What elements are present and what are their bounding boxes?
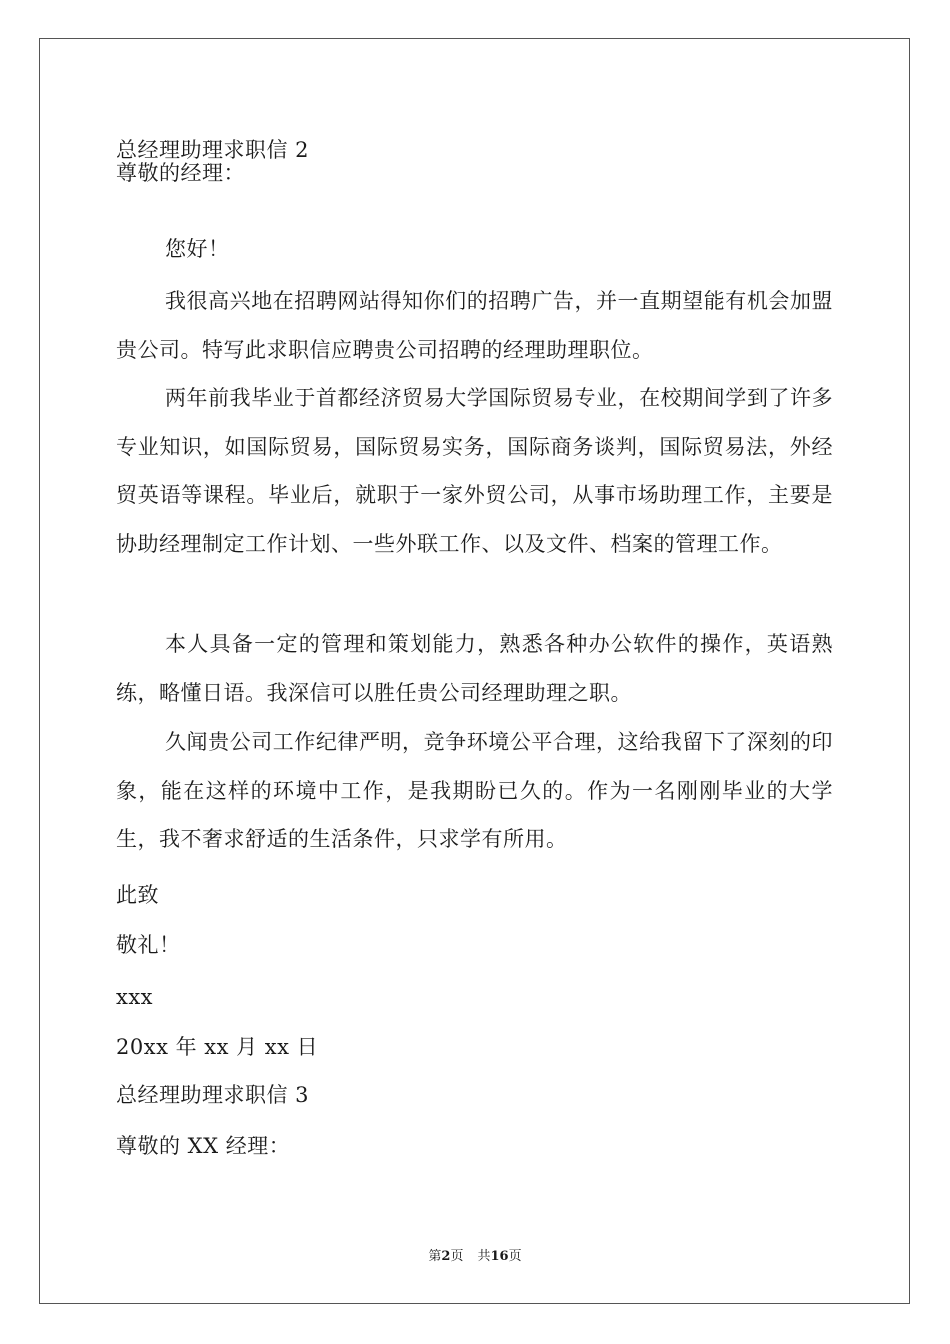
closing-line-2: 敬礼！ bbox=[116, 933, 181, 957]
page-suffix: 页 bbox=[450, 1249, 464, 1264]
page-prefix: 第 bbox=[428, 1249, 442, 1264]
paragraph-3: 本人具备一定的管理和策划能力，熟悉各种办公软件的操作，英语熟练，略懂日语。我深信可以胜任贵公司经理助理之职。 bbox=[116, 632, 833, 705]
paragraph-4: 久闻贵公司工作纪律严明，竞争环境公平合理，这给我留下了深刻的印象，能在这样的环境中工作，是我期盼已久的。作为一名刚刚毕业的大学生，我不奢求舒适的生活条件，只求学有所用。 bbox=[116, 730, 833, 851]
paragraph-1: 我很高兴地在招聘网站得知你们的招聘广告，并一直期望能有机会加盟贵公司。特写此求职信应聘贵公司招聘的经理助理职位。 bbox=[116, 289, 833, 362]
greeting: 您好！ bbox=[165, 237, 230, 261]
closing-line-1: 此致 bbox=[116, 883, 159, 907]
date: 20xx 年 xx 月 xx 日 bbox=[116, 1035, 319, 1059]
page-number: 2 bbox=[441, 1249, 451, 1264]
signature: xxx bbox=[116, 985, 154, 1009]
salutation: 尊敬的经理： bbox=[116, 161, 245, 185]
salutation-3: 尊敬的 XX 经理： bbox=[116, 1134, 291, 1158]
total-prefix: 共 bbox=[477, 1249, 491, 1264]
page-footer bbox=[0, 1248, 950, 1266]
total-pages: 16 bbox=[490, 1249, 509, 1264]
paragraph-2: 两年前我毕业于首都经济贸易大学国际贸易专业，在校期间学到了许多专业知识，如国际贸易，国际贸易实务，国际商务谈判，国际贸易法，外经贸英语等课程。毕业后，就职于一家外贸公司，从事市场助理工作，主要是协助经理制定工作计划、一些外联工作、以及文件、档案的管理工作。 bbox=[116, 386, 833, 556]
letter-title-3: 总经理助理求职信 3 bbox=[116, 1083, 310, 1107]
letter-title: 总经理助理求职信 2 bbox=[116, 138, 310, 162]
total-suffix: 页 bbox=[508, 1249, 522, 1264]
